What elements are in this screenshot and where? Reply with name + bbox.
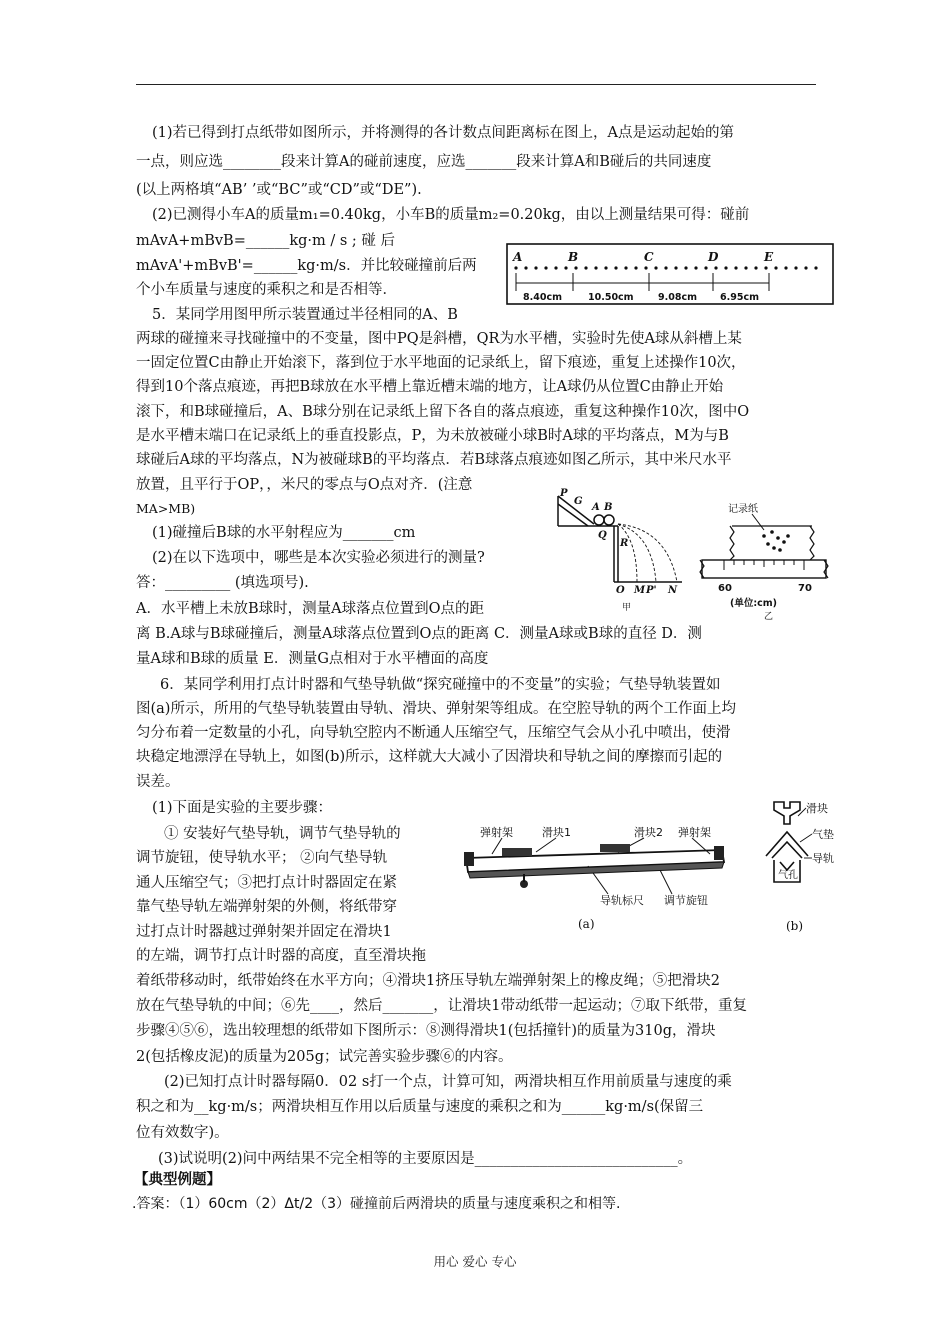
track-label-launcher-left: 弹射架 [480, 826, 513, 839]
q4-part1-line2: 一点，则应选________段来计算A的碰前速度，应选_______段来计算A和B碰后的共同速度 [136, 154, 712, 170]
track-label-scale: 导轨标尺 [600, 894, 644, 907]
yi-unit: (单位:cm) [730, 598, 778, 609]
q5-line3: 一固定位置C由静止开始滚下，落到位于水平地面的记录纸上，留下痕迹，重复上述操作10次， [136, 355, 746, 371]
ticker-tape-figure [506, 243, 836, 309]
b-caption: (b) [786, 919, 804, 933]
q4-part2-line1: (2)已测得小车A的质量m₁=0.40kg，小车B的质量m₂=0.20kg，由以上测量结果可得：碰前 [152, 207, 750, 223]
tape-seg-bc: 10.50cm [588, 292, 634, 303]
tape-point-a: A [513, 250, 523, 264]
q6-part2-line3: 位有效数字)。 [136, 1125, 229, 1141]
yi-paper-label: 记录纸 [728, 504, 758, 515]
q6-step-line8: 放在气垫导轨的中间；⑥先____，然后_______，让滑块1带动纸带一起运动；⑦取下纸带，重复 [136, 998, 747, 1014]
figure-air-track-a [458, 796, 730, 942]
jia-label-n: N [668, 585, 678, 596]
q6-step-line10: 2(包括橡皮泥)的质量为205g；试完善实验步骤⑥的内容。 [136, 1049, 513, 1065]
q6-step-line1: ① 安装好气垫导轨，调节气垫导轨的 [164, 826, 401, 842]
yi-tick-60: 60 [718, 583, 732, 594]
q5-option-e: 量A球和B球的质量 E．测量G点相对于水平槽面的高度 [136, 651, 489, 667]
q5-part1: (1)碰撞后B球的水平射程应为_______cm [152, 525, 416, 541]
q6-step-line2: 调节旋钮，使导轨水平； ②向气垫导轨 [136, 850, 388, 866]
track-label-slider1: 滑块1 [542, 826, 571, 839]
jia-label-p-prime: P' [646, 585, 657, 596]
tape-seg-de: 6.95cm [720, 292, 759, 303]
q6-part2-line1: (2)已知打点计时器每隔0．02 s打一个点，计算可知，两滑块相互作用前质量与速度的乘 [164, 1074, 732, 1090]
q6-step-line5: 过打点计时器越过弹射架并固定在滑块1 [136, 924, 392, 940]
answer-line: .答案：（1）60cm（2）Δt/2（3）碰撞前后两滑块的质量与速度乘积之和相等. [132, 1196, 621, 1212]
q5-part2: (2)在以下选项中，哪些是本次实验必须进行的测量? [152, 550, 485, 566]
q6-step-line7: 着纸带移动时，纸带始终在水平方向；④滑块1挤压导轨左端弹射架上的橡皮绳；⑤把滑块2 [136, 973, 720, 989]
q5-option-a: A．水平槽上未放B球时，测量A球落点位置到O点的距 [136, 601, 484, 617]
jia-caption: 甲 [622, 603, 632, 613]
b-label-slider: 滑块 [806, 802, 828, 815]
jia-label-m: M [634, 585, 646, 596]
q6-step-line9: 步骤④⑤⑥，选出较理想的纸带如下图所示：⑧测得滑块1(包括撞针)的质量为310g，滑块 [136, 1023, 716, 1039]
figure-yi [694, 498, 832, 620]
header-rule [136, 84, 816, 85]
q6-step-line4: 靠气垫导轨左端弹射架的外侧，将纸带穿 [136, 899, 397, 915]
track-label-slider2: 滑块2 [634, 826, 663, 839]
tape-point-b: B [568, 250, 579, 264]
q6-line4: 块稳定地漂浮在导轨上，如图(b)所示，这样就大大减小了因滑块和导轨之间的摩擦而引起的 [136, 749, 723, 765]
q5-line4: 得到10个落点痕迹，再把B球放在水平槽上靠近槽末端的地方，让A球仍从位置C由静止开始 [136, 379, 724, 395]
q6-step-line3: 通人压缩空气；③把打点计时器固定在紧 [136, 875, 397, 891]
jia-label-b: B [604, 502, 613, 513]
tape-seg-ab: 8.40cm [523, 292, 562, 303]
q4-part2-line2: mAvA+mBvB=______kg·m / s ; 碰 后 [136, 233, 396, 249]
tape-point-d: D [708, 250, 719, 264]
q5-line7: 球碰后A球的平均落点，N为被碰球B的平均落点．若B球落点痕迹如图乙所示，其中米尺水平 [136, 452, 732, 468]
figure-air-track-b [760, 796, 846, 942]
q6-line5: 误差。 [136, 774, 180, 790]
yi-caption: 乙 [764, 612, 774, 620]
track-caption-a: (a) [578, 917, 595, 931]
q5-options-bcd: 离 B.A球与B球碰撞后，测量A球落点位置到O点的距离 C．测量A球或B球的直径 D．测 [136, 626, 702, 642]
q5-line8: 放置，且平行于OP，，米尺的零点与O点对齐．(注意 [136, 477, 473, 493]
q5-answer-line: 答：_________ (填选项号). [136, 575, 309, 591]
b-label-airhole: 气孔 [778, 870, 798, 881]
figure-jia [552, 484, 687, 614]
tape-seg-cd: 9.08cm [658, 292, 697, 303]
jia-label-p: P [560, 488, 568, 499]
q6-step-line6: 的左端，调节打点计时器的高度，直至滑块拖 [136, 948, 426, 964]
track-label-knob: 调节旋钮 [664, 894, 708, 907]
q5-line5: 滚下，和B球碰撞后，A、B球分别在记录纸上留下各自的落点痕迹，重复这种操作10次，图中O [136, 404, 750, 420]
q6-line3: 匀分布着一定数量的小孔，向导轨空腔内不断通人压缩空气，压缩空气会从小孔中喷出，使滑 [136, 725, 731, 741]
q5-line9: MA>MB) [136, 501, 196, 516]
q4-part2-line3: mAvA'+mBvB'=______kg·m/s．并比较碰撞前后两 [136, 258, 477, 274]
jia-label-r: R [620, 538, 629, 549]
b-label-rail: 导轨 [812, 852, 834, 865]
tape-point-c: C [644, 250, 654, 264]
q6-line1: 6．某同学利用打点计时器和气垫导轨做“探究碰撞中的不变量”的实验；气垫导轨装置如 [160, 677, 721, 693]
q5-line1: 5．某同学用图甲所示装置通过半径相同的A、B [152, 307, 458, 323]
page-footer: 用心 爱心 专心 [433, 1254, 517, 1269]
yi-tick-70: 70 [798, 583, 812, 594]
jia-label-g: G [574, 496, 583, 507]
tape-point-e: E [764, 250, 774, 264]
jia-label-q: Q [598, 530, 607, 541]
q6-part1-heading: (1)下面是实验的主要步骤： [152, 800, 333, 816]
q5-line6: 是水平槽末端口在记录纸上的垂直投影点，P，为未放被碰小球B时A球的平均落点，M为与B [136, 428, 729, 444]
q4-part1-line1: (1)若已得到打点纸带如图所示，并将测得的各计数点间距离标在图上，A点是运动起始的第 [152, 125, 735, 141]
jia-label-a: A [592, 502, 600, 513]
q4-part2-line4: 个小车质量与速度的乘积之和是否相等． [136, 282, 397, 298]
section-heading-examples: 【典型例题】 [134, 1171, 221, 1188]
b-label-aircushion: 气垫 [812, 828, 834, 841]
jia-label-o: O [616, 585, 625, 596]
track-label-launcher-right: 弹射架 [678, 826, 711, 839]
q5-line2: 两球的碰撞来寻找碰撞中的不变量，图中PQ是斜槽，QR为水平槽，实验时先使A球从斜槽上某 [136, 331, 742, 347]
q4-part1-line3: (以上两格填“AB’ ’或“BC”或“CD”或“DE”). [136, 182, 422, 198]
q6-line2: 图(a)所示，所用的气垫导轨装置由导轨、滑块、弹射架等组成。在空腔导轨的两个工作面上均 [136, 701, 736, 717]
q6-part3: (3)试说明(2)问中两结果不完全相等的主要原因是____________________________。 [158, 1151, 693, 1167]
q6-part2-line2: 积之和为__kg·m/s；两滑块相互作用以后质量与速度的乘积之和为______kg·m/s(保留三 [136, 1099, 704, 1115]
